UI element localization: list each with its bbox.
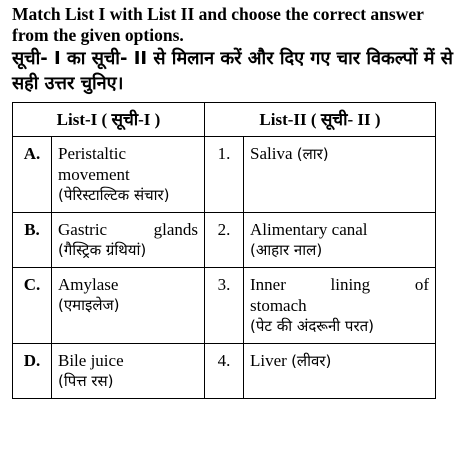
item-hindi: (पेरिस्टाल्टिक संचार) <box>58 186 170 204</box>
header-list-2: List-II ( सूची- II ) <box>205 103 436 137</box>
option-english: Alimentary canal <box>250 220 368 239</box>
question-text <box>12 4 464 96</box>
row-letter: B. <box>13 213 52 268</box>
option-hindi: (लीवर) <box>291 352 332 370</box>
list2-item <box>244 137 436 213</box>
item-hindi: (गैस्ट्रिक ग्रंथियां) <box>58 241 147 259</box>
list1-item <box>52 268 205 344</box>
item-english: Bile juice <box>58 351 124 370</box>
list1-item <box>52 344 205 399</box>
item-hindi: (एमाइलेज) <box>58 296 120 314</box>
item-hindi: (पित्त रस) <box>58 372 114 390</box>
question-english: Match List I with List II and choose the correct answer from the given options. <box>12 4 424 45</box>
item-english: Amylase <box>58 275 119 294</box>
item-english: Gastric glands <box>58 220 198 239</box>
table-row <box>13 213 436 268</box>
table-row <box>13 137 436 213</box>
row-number: 2. <box>205 213 244 268</box>
row-letter: A. <box>13 137 52 213</box>
item-english: Peristaltic <box>58 144 126 163</box>
row-letter: D. <box>13 344 52 399</box>
row-number: 1. <box>205 137 244 213</box>
option-english: Inner lining of <box>250 275 429 294</box>
row-number: 3. <box>205 268 244 344</box>
option-hindi: (आहार नाल) <box>250 241 323 259</box>
list1-item <box>52 137 205 213</box>
row-number: 4. <box>205 344 244 399</box>
table-row <box>13 268 436 344</box>
option-english: Liver <box>250 351 287 370</box>
question-hindi: सूची- I का सूची- II से मिलान करें और दिए गए चार विकल्पों में से सही उत्तर चुनिए। <box>12 48 453 94</box>
row-letter: C. <box>13 268 52 344</box>
list2-item <box>244 213 436 268</box>
option-english: Saliva <box>250 144 293 163</box>
option-english: stomach <box>250 296 307 315</box>
option-hindi: (पेट की अंदरूनी परत) <box>250 317 374 335</box>
item-english: movement <box>58 165 130 184</box>
table-row <box>13 344 436 399</box>
table-header-row <box>13 103 436 137</box>
list2-item <box>244 344 436 399</box>
list2-item <box>244 268 436 344</box>
list1-item <box>52 213 205 268</box>
header-list-1: List-I ( सूची-I ) <box>13 103 205 137</box>
match-table <box>12 102 436 399</box>
option-hindi: (लार) <box>296 145 329 163</box>
